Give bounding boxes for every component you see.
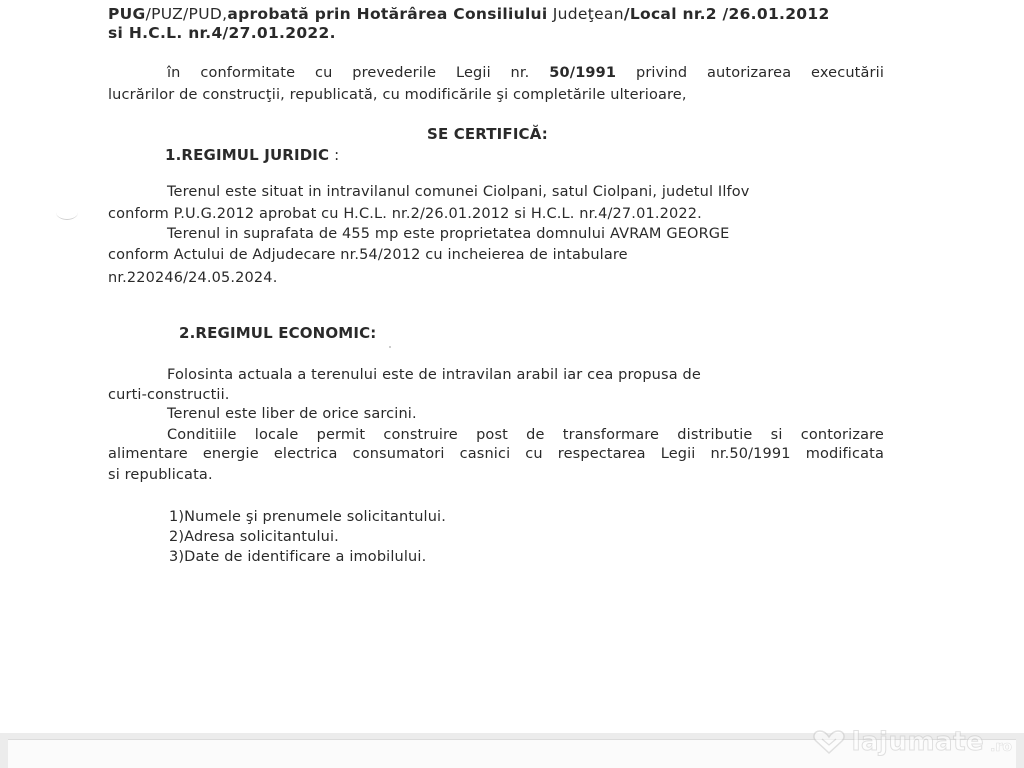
heart-outline-icon [812, 729, 846, 755]
list-item-3: 3)Date de identificare a imobilului. [169, 549, 427, 565]
watermark-name: lajumate [851, 727, 985, 757]
certify-title: SE CERTIFICĂ: [427, 125, 548, 143]
section1-line-3: Terenul in suprafata de 455 mp este proprietatea domnului AVRAM GEORGE [167, 226, 730, 242]
header-approved-by: aprobată prin Hotărârea Consiliului [227, 5, 548, 23]
section2-line-3: Terenul este liber de orice sarcini. [167, 406, 417, 422]
section2-line-6: si republicata. [108, 467, 213, 483]
intro-line-1 [167, 64, 884, 82]
intro-pre: în conformitate cu prevederile Legii nr. [167, 65, 530, 81]
watermark [812, 722, 1012, 762]
section1-line-2: conform P.U.G.2012 aprobat cu H.C.L. nr.2/26.01.2012 si H.C.L. nr.4/27.01.2022. [108, 206, 702, 222]
scan-dot [389, 346, 391, 348]
intro-line-2: lucrărilor de construcţii, republicată, cu modificările şi completările ulterioare, [108, 87, 687, 103]
header-puz-pud: /PUZ/PUD, [145, 5, 228, 23]
section2-line-4: Conditiile locale permit construire post de transformare distributie si contorizare [167, 427, 884, 443]
header-judetean: Judeţean [552, 5, 624, 23]
section2-line-5: alimentare energie electrica consumatori casnici cu respectarea Legii nr.50/1991 modificata [108, 446, 884, 462]
header-line-1 [108, 5, 883, 23]
scan-artifact [56, 205, 78, 220]
section1-heading-text: 1.REGIMUL JURIDIC [165, 146, 330, 164]
section1-line-1: Terenul este situat in intravilanul comunei Ciolpani, satul Ciolpani, judetul Ilfov [167, 184, 750, 200]
list-item-1: 1)Numele şi prenumele solicitantului. [169, 509, 446, 525]
intro-post: privind autorizarea executării [635, 65, 885, 81]
list-item-2: 2)Adresa solicitantului. [169, 529, 339, 545]
header-line-2: si H.C.L. nr.4/27.01.2022. [108, 24, 336, 42]
intro-law-number: 50/1991 [549, 65, 617, 81]
section1-heading [165, 146, 339, 164]
section2-heading: 2.REGIMUL ECONOMIC: [179, 324, 377, 342]
header-pug: PUG [108, 5, 146, 23]
section1-heading-suffix: : [334, 146, 340, 164]
section1-line-4: conform Actului de Adjudecare nr.54/2012 cu incheierea de intabulare [108, 247, 628, 263]
header-local-nr: /Local nr.2 /26.01.2012 [623, 5, 830, 23]
section1-line-5: nr.220246/24.05.2024. [108, 270, 278, 286]
section2-line-1: Folosinta actuala a terenului este de intravilan arabil iar cea propusa de [167, 367, 701, 383]
section2-line-2: curti-constructii. [108, 387, 230, 403]
watermark-tld: .ro [990, 739, 1012, 755]
